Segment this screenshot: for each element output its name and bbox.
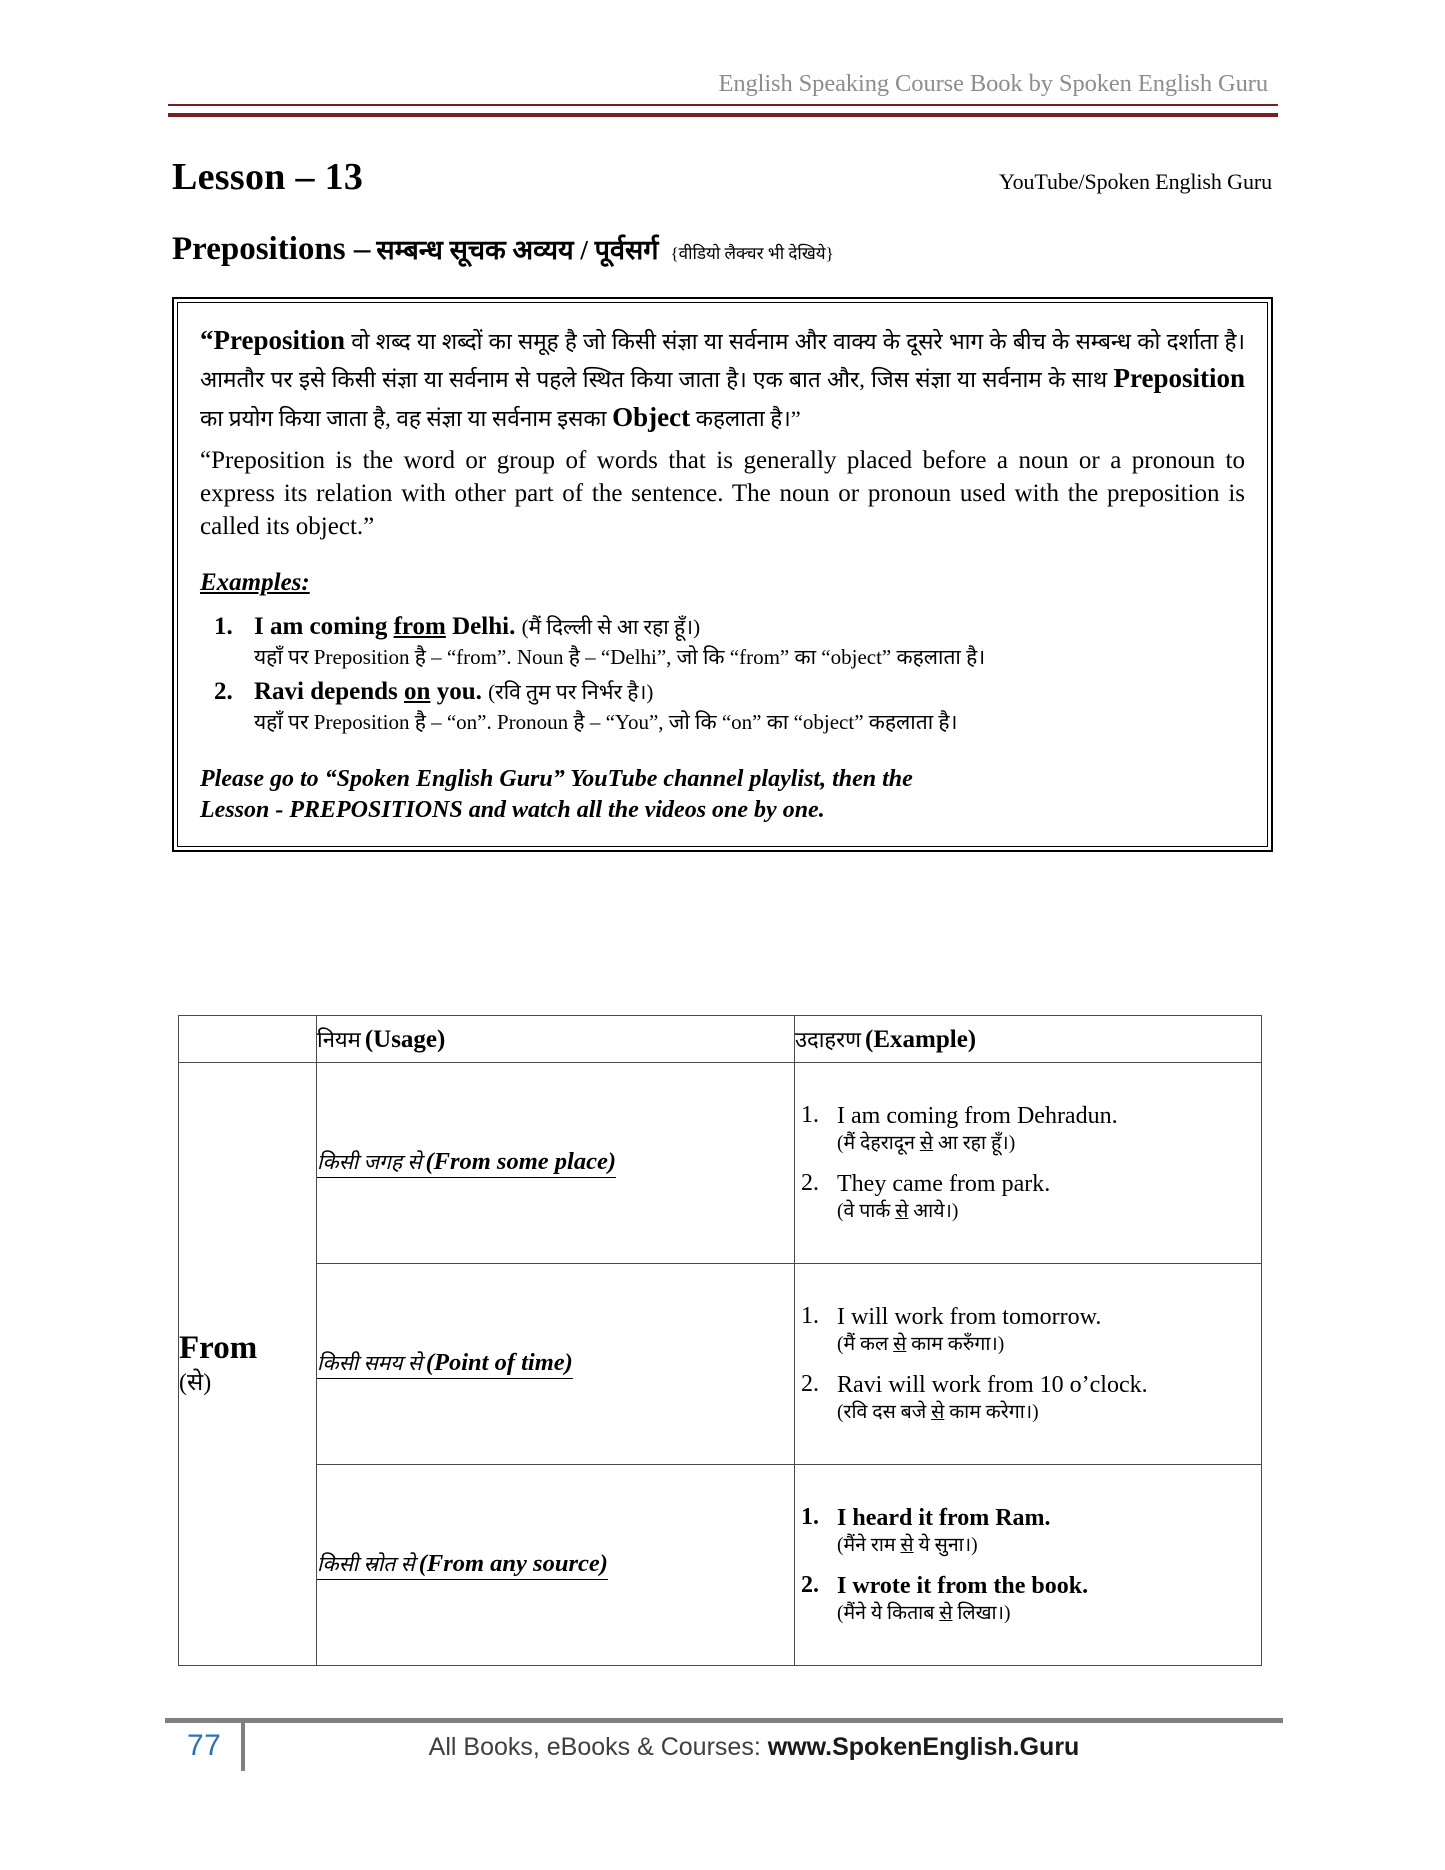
example-cell	[795, 1264, 1262, 1465]
table-header-usage-hindi: नियम	[317, 1027, 361, 1052]
example-hindi-marker: से	[919, 1132, 934, 1154]
table-header-preposition	[179, 1016, 317, 1063]
example-cell	[795, 1063, 1262, 1264]
page-title: Lesson – 13	[172, 156, 364, 198]
usage-english: (Point of time)	[425, 1349, 573, 1376]
example-list	[795, 1504, 1261, 1626]
example-english: I heard it from Ram.	[837, 1504, 1051, 1531]
table-header-row	[179, 1016, 1262, 1063]
english-definition: “Preposition is the word or group of words that is generally placed before a noun or a pronoun to express its relation with other part of the sentence. The noun or pronoun used with the preposition is called its object.”	[200, 446, 1245, 540]
example-hindi	[837, 1200, 1261, 1224]
hindi-def-term-preposition: Preposition	[1113, 363, 1245, 394]
table-header-example-hindi: उदाहरण	[795, 1027, 862, 1052]
usage-text	[317, 1148, 616, 1178]
lesson-subtitle-row	[172, 230, 1272, 268]
example-hindi-post: लिखा।)	[952, 1602, 1011, 1624]
example-hindi-post: आ रहा हूँ।)	[933, 1132, 1016, 1154]
example-hindi-gloss: (रवि तुम पर निर्भर है।)	[488, 680, 654, 705]
usage-cell	[317, 1465, 795, 1666]
usage-english: (From any source)	[418, 1550, 608, 1577]
example-number: 1.	[801, 1101, 819, 1128]
example-english: I wrote it from the book.	[837, 1573, 1089, 1599]
table-header-example-english: (Example)	[865, 1026, 977, 1053]
examples-list	[200, 613, 1245, 738]
example-hindi	[837, 1602, 1261, 1626]
preposition-label-english: From	[179, 1330, 258, 1366]
preposition-label-hindi: (से)	[179, 1370, 212, 1396]
example-number: 2.	[801, 1572, 819, 1598]
footer-body	[165, 1723, 1283, 1781]
example-number: 2.	[801, 1371, 819, 1397]
example-preposition: on	[404, 678, 431, 706]
usage-hindi: किसी स्रोत से	[317, 1552, 415, 1576]
table-row	[179, 1063, 1262, 1264]
example-hindi	[837, 1333, 1261, 1357]
playlist-note-line-1: Please go to “Spoken English Guru” YouTube channel playlist, then the	[200, 765, 913, 792]
example-english: I will work from tomorrow.	[837, 1303, 1102, 1330]
subtitle-video-note: {वीडियो लैक्चर भी देखिये}	[670, 244, 834, 263]
usage-text	[317, 1349, 573, 1379]
list-item	[801, 1170, 1261, 1224]
example-number: 2.	[214, 678, 233, 706]
subtitle-hindi: सम्बन्ध सूचक अव्यय / पूर्वसर्ग	[376, 235, 659, 265]
usage-hindi: किसी जगह से	[317, 1150, 422, 1174]
list-item	[801, 1371, 1261, 1425]
example-hindi	[837, 1534, 1261, 1558]
example-list	[795, 1303, 1261, 1425]
table-header-example	[795, 1016, 1262, 1063]
header-rule	[168, 104, 1278, 117]
example-hindi-pre: (मैं कल	[837, 1333, 894, 1355]
subtitle-english: Prepositions –	[172, 231, 371, 267]
example-item	[214, 678, 1245, 737]
running-title: English Speaking Course Book by Spoken English Guru	[718, 70, 1268, 97]
hindi-def-lead: “Preposition	[200, 325, 346, 355]
table-header-usage-english: (Usage)	[364, 1026, 446, 1053]
example-hindi-pre: (रवि दस बजे	[837, 1401, 932, 1423]
list-item	[801, 1572, 1261, 1626]
example-hindi-pre: (वे पार्क	[837, 1200, 896, 1222]
example-explanation: यहाँ पर Preposition है – “from”. Noun है – “Delhi”, जो कि “from” का “object” कहलाता है।	[254, 644, 986, 669]
list-item	[801, 1302, 1261, 1357]
example-hindi-marker: से	[939, 1602, 953, 1624]
table-row	[179, 1465, 1262, 1666]
footer-website: www.SpokenEnglish.Guru	[767, 1733, 1080, 1761]
prepositions-table	[178, 1015, 1262, 1666]
hindi-definition	[200, 321, 1245, 436]
usage-cell	[317, 1063, 795, 1264]
table-header-usage	[317, 1016, 795, 1063]
definition-box	[172, 297, 1273, 852]
youtube-reference: YouTube/Spoken English Guru	[999, 169, 1272, 194]
example-sentence	[254, 678, 1245, 706]
example-english: I am coming from Dehradun.	[837, 1102, 1118, 1129]
page-footer	[165, 1718, 1283, 1781]
footer-text	[165, 1733, 1283, 1762]
list-item	[801, 1503, 1261, 1558]
list-item	[801, 1101, 1261, 1156]
example-hindi-post: ये सुना।)	[913, 1534, 978, 1556]
example-preposition: from	[393, 612, 446, 640]
hindi-def-body-2: का प्रयोग किया जाता है, वह संज्ञा या सर्वनाम इसका	[200, 405, 613, 431]
example-number: 1.	[801, 1302, 819, 1329]
example-hindi-post: काम करेगा।)	[944, 1401, 1039, 1423]
example-hindi-gloss: (मैं दिल्ली से आ रहा हूँ।)	[521, 614, 701, 639]
example-sentence-post: you.	[430, 678, 482, 706]
lesson-title-row	[172, 155, 1272, 199]
usage-cell	[317, 1264, 795, 1465]
example-hindi	[837, 1132, 1261, 1156]
page-number: 77	[187, 1729, 222, 1762]
example-list	[795, 1102, 1261, 1224]
table-row	[179, 1264, 1262, 1465]
example-hindi-marker: से	[931, 1401, 945, 1423]
example-sentence-pre: Ravi depends	[254, 678, 405, 706]
example-english: They came from park.	[837, 1171, 1051, 1197]
usage-text	[317, 1550, 608, 1580]
example-hindi-pre: (मैंने राम	[837, 1534, 901, 1556]
hindi-def-term-object: Object	[612, 401, 691, 432]
definition-box-inner	[177, 302, 1268, 847]
playlist-note	[200, 764, 1245, 826]
example-english: Ravi will work from 10 o’clock.	[837, 1372, 1148, 1398]
example-number: 1.	[801, 1503, 819, 1530]
example-hindi	[837, 1401, 1261, 1425]
hindi-def-body-1: वो शब्द या शब्दों का समूह है जो किसी संज्ञा या सर्वनाम और वाक्य के दूसरे भाग के बीच के सम्बन्ध को दर्शाता है। आमतौर पर इसे किसी संज्ञा या सर्वनाम से पहले स्थित किया जाता है। एक बात और, जिस संज्ञा या सर्वनाम के साथ	[200, 329, 1245, 393]
example-hindi-pre: (मैंने ये किताब	[837, 1602, 940, 1624]
example-hindi-post: काम करुँगा।)	[906, 1333, 1005, 1355]
example-hindi-post: आये।)	[908, 1200, 959, 1222]
example-hindi-marker: से	[895, 1200, 909, 1222]
footer-text-normal: All Books, eBooks & Courses:	[428, 1733, 768, 1761]
preposition-cell	[179, 1063, 317, 1666]
example-item	[214, 612, 1245, 672]
example-hindi-pre: (मैं देहरादून	[837, 1132, 920, 1154]
examples-heading: Examples:	[200, 568, 310, 596]
example-number: 1.	[214, 612, 233, 640]
example-number: 2.	[801, 1170, 819, 1196]
page-header	[168, 70, 1278, 117]
example-hindi-marker: से	[893, 1333, 907, 1355]
example-explanation: यहाँ पर Preposition है – “on”. Pronoun है – “You”, जो कि “on” का “object” कहलाता है।	[254, 710, 958, 735]
example-cell	[795, 1465, 1262, 1666]
example-hindi-marker: से	[900, 1534, 914, 1556]
playlist-note-line-2: Lesson - PREPOSITIONS and watch all the videos one by one.	[200, 796, 825, 823]
hindi-def-body-3: कहलाता है।”	[690, 405, 801, 431]
example-sentence-pre: I am coming	[254, 612, 394, 640]
example-sentence	[254, 613, 1245, 641]
example-sentence-post: Delhi.	[445, 612, 516, 640]
usage-hindi: किसी समय से	[317, 1351, 422, 1375]
usage-english: (From some place)	[425, 1148, 616, 1175]
